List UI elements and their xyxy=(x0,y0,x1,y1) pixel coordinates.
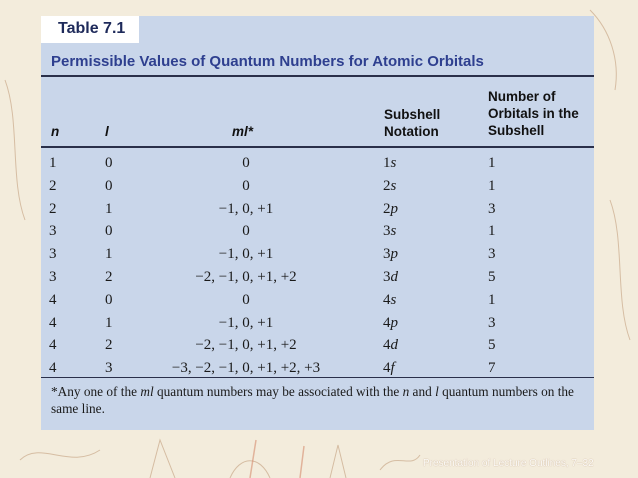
subshell-letter: s xyxy=(390,155,397,171)
subshell-number: 2 xyxy=(383,177,391,194)
subshell-letter: d xyxy=(390,268,398,285)
header-subshell-line1: Subshell xyxy=(384,107,441,122)
cell-n: 2 xyxy=(49,177,57,194)
cell-n: 3 xyxy=(49,246,57,263)
cell-l: 0 xyxy=(105,177,113,194)
subshell-letter: p xyxy=(390,314,398,331)
header-n: n xyxy=(51,124,60,139)
subshell-letter: d xyxy=(390,337,398,354)
cell-ml: 0 xyxy=(242,177,250,194)
header-orbitals-line1: Number of xyxy=(488,89,556,104)
cell-subshell xyxy=(383,152,396,174)
cell-l: 0 xyxy=(105,291,113,308)
header-l: l xyxy=(105,124,109,139)
subshell-number: 1 xyxy=(383,155,391,171)
cell-ml: −2, −1, 0, +1, +2 xyxy=(195,268,297,285)
cell-n: 4 xyxy=(49,337,57,354)
header-rule xyxy=(41,146,594,148)
cell-orbitals: 3 xyxy=(488,200,496,217)
subshell-letter: p xyxy=(390,200,398,217)
table-row xyxy=(41,266,594,289)
cell-subshell xyxy=(383,334,398,356)
table-title: Permissible Values of Quantum Numbers for Atomic Orbitals xyxy=(51,53,484,70)
table-label-tab xyxy=(41,16,139,43)
subshell-letter: s xyxy=(390,177,397,194)
cell-subshell xyxy=(383,266,398,288)
cell-ml: −1, 0, +1 xyxy=(218,314,274,331)
cell-l: 0 xyxy=(105,155,113,171)
cell-subshell xyxy=(383,357,395,379)
subshell-number: 2 xyxy=(383,200,391,217)
header-ml-text: ml* xyxy=(232,124,254,139)
cell-ml: 0 xyxy=(242,223,250,240)
cell-orbitals: 1 xyxy=(488,177,496,194)
footnote-text-4: quantum numbers on the same line. xyxy=(51,384,574,416)
cell-n: 3 xyxy=(49,268,57,285)
subshell-number: 4 xyxy=(383,337,391,354)
cell-ml: 0 xyxy=(242,291,250,308)
cell-l: 3 xyxy=(105,360,113,377)
table-row xyxy=(41,175,594,198)
slide-caption: Presentation of Lecture Outlines, 7–32 xyxy=(423,458,594,469)
subshell-letter: f xyxy=(390,360,395,377)
footnote-text-1: *Any one of the xyxy=(51,384,141,399)
footnote-n: n xyxy=(402,384,410,399)
subshell-letter: p xyxy=(390,246,398,263)
subshell-number: 3 xyxy=(383,246,391,263)
cell-n: 4 xyxy=(49,314,57,331)
subshell-number: 4 xyxy=(383,314,391,331)
cell-l: 1 xyxy=(105,314,113,331)
subshell-number: 3 xyxy=(383,223,391,240)
table-row xyxy=(41,198,594,221)
cell-orbitals: 1 xyxy=(488,223,496,240)
cell-subshell xyxy=(383,175,396,197)
subshell-number: 3 xyxy=(383,268,391,285)
cell-ml: −1, 0, +1 xyxy=(218,200,274,217)
cell-n: 4 xyxy=(49,360,57,377)
table-body xyxy=(41,152,594,380)
header-orbitals xyxy=(488,88,579,139)
footnote-text-2: quantum numbers may be associated with the xyxy=(153,384,403,399)
cell-ml: 0 xyxy=(242,155,250,171)
cell-orbitals: 5 xyxy=(488,268,496,285)
table-row xyxy=(41,220,594,243)
header-ml xyxy=(232,123,253,140)
subshell-number: 4 xyxy=(383,360,391,377)
header-subshell-line2: Notation xyxy=(384,124,439,139)
cell-n: 1 xyxy=(49,155,57,171)
bottom-rule xyxy=(41,377,594,378)
cell-orbitals: 5 xyxy=(488,337,496,354)
cell-ml: −2, −1, 0, +1, +2 xyxy=(195,337,297,354)
cell-subshell xyxy=(383,289,396,311)
cell-n: 4 xyxy=(49,291,57,308)
table-footnote xyxy=(51,383,591,417)
cell-orbitals: 3 xyxy=(488,246,496,263)
cell-n: 3 xyxy=(49,223,57,240)
cell-ml: −1, 0, +1 xyxy=(218,246,274,263)
table-row xyxy=(41,312,594,335)
cell-orbitals: 7 xyxy=(488,360,496,377)
footnote-l: l xyxy=(435,384,439,399)
cell-l: 2 xyxy=(105,268,113,285)
subshell-number: 4 xyxy=(383,291,391,308)
cell-subshell xyxy=(383,312,398,334)
cell-subshell xyxy=(383,243,398,265)
table-row xyxy=(41,152,594,175)
header-orbitals-line2: Orbitals in the xyxy=(488,106,579,121)
cell-n: 2 xyxy=(49,200,57,217)
cell-orbitals: 3 xyxy=(488,314,496,331)
cell-l: 1 xyxy=(105,246,113,263)
header-orbitals-line3: Subshell xyxy=(488,123,545,138)
cell-subshell xyxy=(383,198,398,220)
cell-ml: −3, −2, −1, 0, +1, +2, +3 xyxy=(171,360,321,377)
table-row xyxy=(41,334,594,357)
cell-subshell xyxy=(383,220,396,242)
cell-l: 0 xyxy=(105,223,113,240)
header-subshell xyxy=(384,106,440,140)
cell-l: 1 xyxy=(105,200,113,217)
subshell-letter: s xyxy=(390,291,397,308)
subshell-letter: s xyxy=(390,223,397,240)
top-rule xyxy=(41,75,594,77)
table-label: Table 7.1 xyxy=(58,20,126,37)
footnote-text-3: and xyxy=(409,384,436,399)
footnote-ml: ml xyxy=(140,384,154,399)
cell-orbitals: 1 xyxy=(488,155,496,171)
cell-orbitals: 1 xyxy=(488,291,496,308)
table-row xyxy=(41,289,594,312)
cell-l: 2 xyxy=(105,337,113,354)
table-row xyxy=(41,243,594,266)
